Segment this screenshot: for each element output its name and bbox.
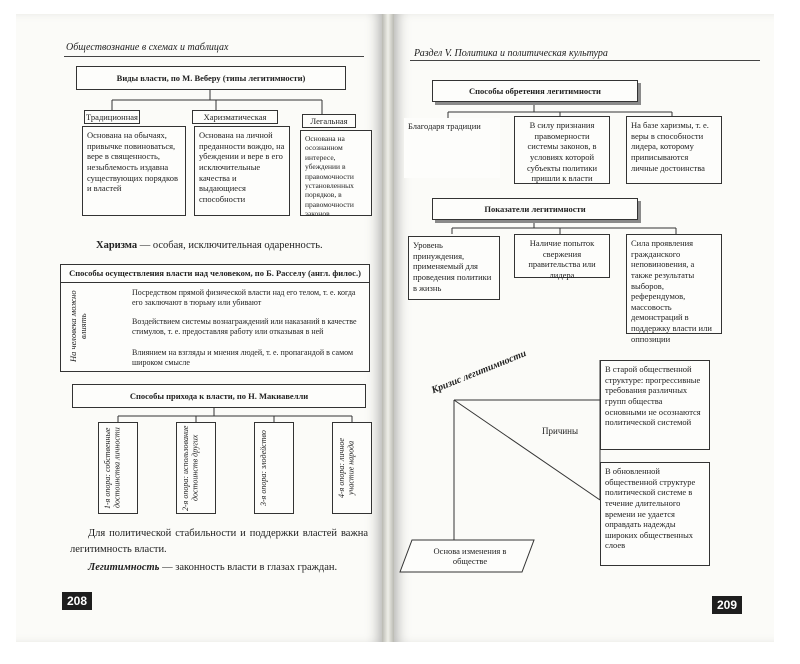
weber-type-text-3: Основана на осознанном интересе, убеждении в правомочности установленных порядков, в правомочности законов <box>300 130 372 216</box>
charisma-definition <box>96 240 323 251</box>
crisis-cause-2: В обновленной общественной структуре политической системе в течение длительного времени не удается оправдать надежды широких общественных слоев <box>600 462 710 566</box>
weber-type-text-2: Основана на личной преданности вождю, на убеждении и вере в его исключительные качества и выдающиеся способности <box>194 126 290 216</box>
left-page-number: 208 <box>62 592 92 610</box>
machiavelli-way-box-4 <box>332 422 372 514</box>
indicators-item-1: Уровень принуждения, применяемый для проведения политики в жизнь <box>408 236 500 300</box>
machiavelli-way-4: 4-я опора: личное участие народа <box>337 438 356 498</box>
right-page-number: 209 <box>712 596 742 614</box>
charisma-def: — особая, исключительная одаренность. <box>137 240 323 251</box>
machiavelli-title: Способы прихода к власти, по Н. Макиавелли <box>72 384 366 408</box>
machiavelli-way-2: 2-я опора: использование достоинств других <box>181 425 200 511</box>
crisis-basis: Основа изменения в обществе <box>433 546 507 566</box>
legitimacy-term: Легитимность <box>88 562 160 573</box>
right-header-rule <box>410 60 760 61</box>
weber-title: Виды власти, по М. Веберу (типы легитимности) <box>76 66 346 90</box>
ways-item-3: На базе харизмы, т. е. веры в способности лидера, которому приписываются личные достоинства <box>626 116 722 184</box>
weber-type-text-1: Основана на обычаях, привычке повиноваться, вере в священность, незыблемость издавна существующих порядков и властей <box>82 126 186 216</box>
crisis-causes-label: Причины <box>542 426 579 436</box>
weber-type-label-2: Харизматическая <box>192 110 278 124</box>
russell-item-1: Посредством прямой физической власти над его телом, т. е. когда его заключают в тюрьму или убивают <box>132 288 356 307</box>
crisis-cause-1: В старой общественной структуре: прогрессивные требования различных групп общества основными не осознаются политической системой <box>600 360 710 450</box>
left-header-rule <box>64 56 364 57</box>
crisis-title: Кризис легитимности <box>430 348 528 397</box>
weber-type-label-3: Легальная <box>302 114 356 128</box>
left-running-header: Обществознание в схемах и таблицах <box>66 42 229 53</box>
indicators-item-2: Наличие попыток свержения правительства или лидера <box>514 234 610 278</box>
legitimacy-def: — законность власти в глазах граждан. <box>159 562 338 573</box>
machiavelli-way-3: 3-я опора: злодейство <box>259 430 268 506</box>
right-running-header: Раздел V. Политика и политическая культура <box>414 48 608 59</box>
machiavelli-way-box-1 <box>98 422 138 514</box>
machiavelli-way-1: 1-я опора: собственные достоинства личности <box>103 427 122 509</box>
ways-item-1: Благодаря традиции <box>404 118 500 178</box>
machiavelli-way-box-2 <box>176 422 216 514</box>
russell-item-3: Влиянием на взгляды и мнения людей, т. е. пропагандой в самом широком смысле <box>132 348 354 367</box>
ways-item-2: В силу признания правомерности системы законов, в условиях которой субъекты политики пришли к власти <box>514 116 610 184</box>
charisma-term: Харизма <box>96 240 138 251</box>
legitimacy-definition <box>88 562 368 573</box>
machiavelli-way-box-3 <box>254 422 294 514</box>
indicators-item-3: Сила проявления гражданского неповиновения, а также результаты выборов, референдумов, массовость демонстраций в поддержку власти или оппозиции <box>626 234 722 334</box>
russell-item-2: Воздействием системы вознаграждений или наказаний в качестве стимулов, т. е. предоставляя работу или отказывая в ней <box>132 317 357 336</box>
russell-side-label: На человека можно влиять <box>68 290 89 362</box>
russell-title: Способы осуществления власти над человеком, по Б. Расселу (англ. филос.) <box>61 265 369 283</box>
weber-type-label-1: Традиционная <box>84 110 140 124</box>
indicators-title: Показатели легитимности <box>432 198 638 220</box>
stability-paragraph: Для политической стабильности и поддержки властей важна легитимность власти. <box>70 528 368 555</box>
ways-title: Способы обретения легитимности <box>432 80 638 102</box>
